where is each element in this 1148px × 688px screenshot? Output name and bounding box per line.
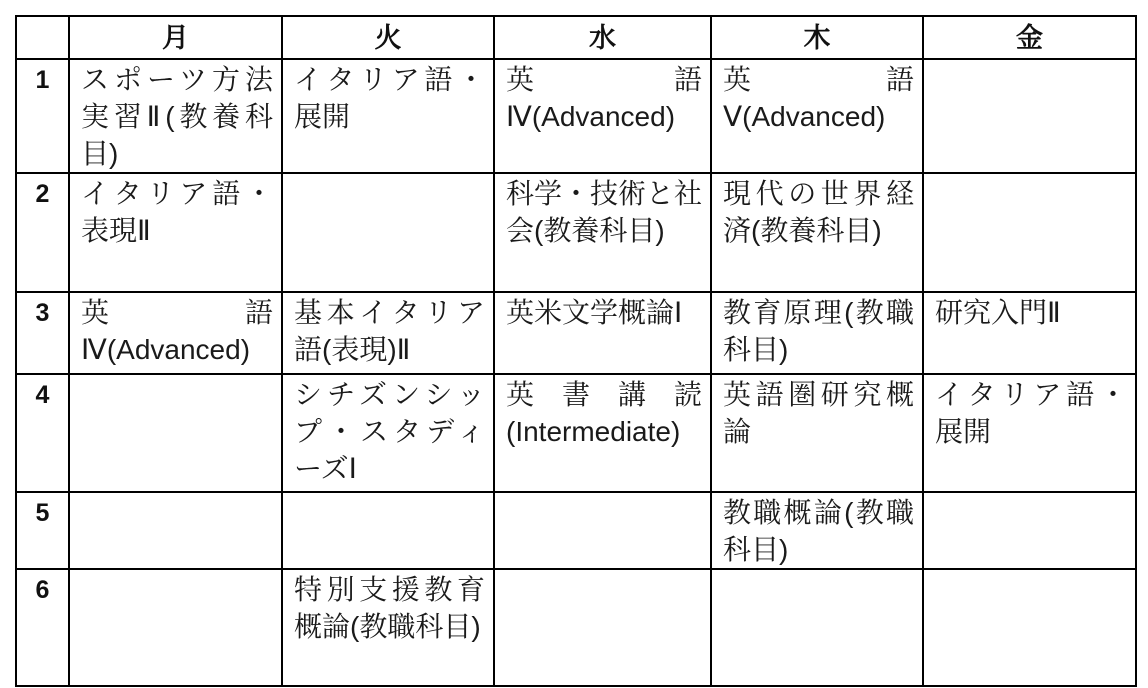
period-row-3 <box>16 292 1136 374</box>
course-cell-mon-4 <box>69 374 282 492</box>
course-cell-wed-2: 科学・技術と社会(教養科目) <box>494 173 711 292</box>
day-header-fri: 金 <box>923 16 1136 59</box>
day-header-wed: 水 <box>494 16 711 59</box>
day-header-tue: 火 <box>282 16 494 59</box>
course-cell-fri-3: 研究入門Ⅱ <box>923 292 1136 374</box>
course-cell-fri-6 <box>923 569 1136 686</box>
course-timetable <box>15 15 1137 687</box>
course-cell-tue-3: 基本イタリア語(表現)Ⅱ <box>282 292 494 374</box>
course-cell-wed-1: 英語Ⅳ(Advanced) <box>494 59 711 173</box>
course-cell-thu-6 <box>711 569 923 686</box>
period-row-2 <box>16 173 1136 292</box>
course-cell-fri-2 <box>923 173 1136 292</box>
course-cell-mon-5 <box>69 492 282 569</box>
course-cell-tue-5 <box>282 492 494 569</box>
corner-cell <box>16 16 69 59</box>
period-label-2: 2 <box>16 173 69 292</box>
course-cell-tue-4: シチズンシップ・スタディーズⅠ <box>282 374 494 492</box>
course-cell-fri-5 <box>923 492 1136 569</box>
day-header-thu: 木 <box>711 16 923 59</box>
course-cell-thu-3: 教育原理(教職科目) <box>711 292 923 374</box>
period-row-5 <box>16 492 1136 569</box>
course-cell-mon-1: スポーツ方法実習Ⅱ(教養科目) <box>69 59 282 173</box>
course-cell-fri-4: イタリア語・展開 <box>923 374 1136 492</box>
day-header-row <box>16 16 1136 59</box>
course-cell-wed-5 <box>494 492 711 569</box>
period-label-5: 5 <box>16 492 69 569</box>
course-cell-mon-3: 英語Ⅳ(Advanced) <box>69 292 282 374</box>
course-cell-thu-1: 英語Ⅴ(Advanced) <box>711 59 923 173</box>
course-cell-thu-4: 英語圏研究概論 <box>711 374 923 492</box>
period-row-1 <box>16 59 1136 173</box>
period-label-3: 3 <box>16 292 69 374</box>
course-cell-tue-6: 特別支援教育概論(教職科目) <box>282 569 494 686</box>
course-cell-wed-3: 英米文学概論Ⅰ <box>494 292 711 374</box>
course-cell-mon-6 <box>69 569 282 686</box>
day-header-mon: 月 <box>69 16 282 59</box>
course-cell-wed-6 <box>494 569 711 686</box>
course-cell-thu-2: 現代の世界経済(教養科目) <box>711 173 923 292</box>
period-label-1: 1 <box>16 59 69 173</box>
period-label-6: 6 <box>16 569 69 686</box>
course-cell-tue-2 <box>282 173 494 292</box>
course-cell-mon-2: イタリア語・表現Ⅱ <box>69 173 282 292</box>
period-row-4 <box>16 374 1136 492</box>
period-row-6 <box>16 569 1136 686</box>
course-cell-wed-4: 英書講読(Intermediate) <box>494 374 711 492</box>
course-cell-fri-1 <box>923 59 1136 173</box>
period-label-4: 4 <box>16 374 69 492</box>
course-cell-thu-5: 教職概論(教職科目) <box>711 492 923 569</box>
course-cell-tue-1: イタリア語・展開 <box>282 59 494 173</box>
